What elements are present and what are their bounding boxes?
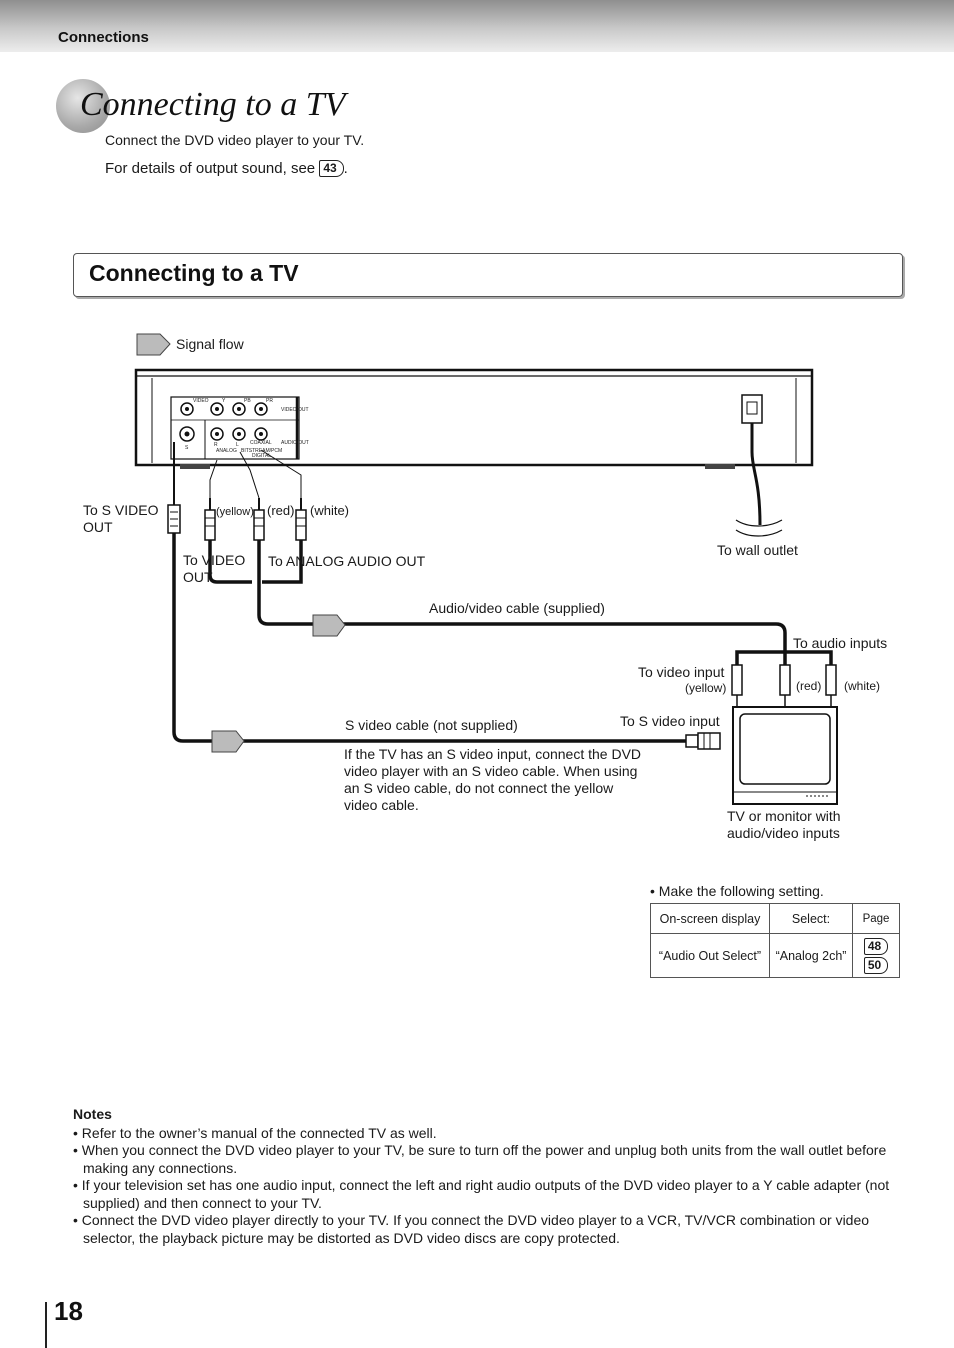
page-number-rule: [45, 1302, 47, 1348]
s-video-note: If the TV has an S video input, connect the DVD video player with an S video cable. When using an S video cable, do not connect the yellow video cable.: [344, 746, 642, 813]
panel-label-coaxial: COAXIAL: [250, 440, 272, 446]
to-video-out-label: To VIDEO OUT: [183, 552, 246, 585]
red-label: (red): [267, 503, 295, 518]
panel-label-pr: PR: [266, 398, 273, 404]
av-cable-signal-arrow-icon: [313, 615, 345, 636]
setting-instruction-text: Make the following setting.: [658, 883, 824, 899]
subheading: Connecting to a TV: [89, 260, 299, 286]
white-label: (white): [310, 503, 350, 518]
panel-label-video-out: VIDEO OUT: [281, 407, 309, 413]
s-video-input-plug-icon: [686, 733, 720, 749]
notes-list: [73, 1125, 903, 1248]
page-reference-48[interactable]: 48: [864, 938, 888, 955]
s-video-cable: [174, 533, 686, 741]
panel-label-video: VIDEO: [193, 398, 209, 404]
s-video-cable-label: S video cable (not supplied): [345, 717, 518, 733]
to-video-input-label: To video input: [638, 664, 725, 680]
page-title: Connecting to a TV: [80, 86, 346, 123]
table-header-cell: Page: [853, 904, 900, 934]
settings-table: [650, 903, 900, 978]
panel-label-y: Y: [222, 398, 226, 404]
to-audio-inputs-label: To audio inputs: [793, 635, 888, 651]
audio-input-white-label: (white): [844, 679, 881, 693]
panel-label-r: R: [214, 442, 218, 448]
panel-label-digital: DIGITAL: [252, 453, 272, 459]
section-label: Connections: [58, 29, 149, 46]
to-s-video-input-label: To S video input: [620, 713, 720, 729]
dvd-player-rear-panel: [136, 370, 812, 469]
intro-text: Connect the DVD video player to your TV.: [105, 132, 365, 148]
intro-output-sound-text: For details of output sound, see: [105, 160, 316, 177]
notes-title: Notes: [73, 1106, 112, 1122]
yellow-label: (yellow): [216, 506, 254, 518]
table-cell-display: “Audio Out Select”: [651, 934, 770, 978]
table-header-cell: On-screen display: [651, 904, 770, 934]
panel-label-s: S: [185, 445, 189, 451]
table-cell-pages: [853, 934, 900, 978]
page-reference-43[interactable]: 43: [319, 160, 343, 177]
list-item: • When you connect the DVD video player to your TV, be sure to turn off the power and unplug both units from the wall outlet before making any connections.: [73, 1142, 903, 1177]
av-cable-label: Audio/video cable (supplied): [429, 600, 605, 616]
audio-plug-white-icon: [296, 498, 306, 540]
list-item: • Connect the DVD video player directly to your TV. If you connect the DVD video player to a VCR, TV/VCR combination or video selector, the playback picture may be distorted as DVD video discs are copy protected.: [73, 1212, 903, 1247]
to-analog-audio-out-label: To ANALOG AUDIO OUT: [268, 553, 426, 569]
list-item: • If your television set has one audio input, connect the left and right audio outputs of the DVD video player to a Y cable adapter (not supplied) and then connect to your TV.: [73, 1177, 903, 1212]
tv-monitor-icon: [733, 707, 837, 804]
setting-instruction: • Make the following setting.: [650, 883, 824, 899]
s-video-cable-signal-arrow-icon: [212, 731, 244, 752]
video-input-yellow-label: (yellow): [685, 681, 727, 695]
panel-label-bitstream: BITSTREAM/PCM: [241, 448, 283, 454]
intro-output-sound: [105, 160, 348, 177]
tv-monitor-label: TV or monitor with audio/video inputs: [727, 808, 841, 841]
to-wall-outlet-label: To wall outlet: [717, 542, 798, 558]
page-number: 18: [54, 1296, 83, 1326]
panel-label-audio-out: AUDIO OUT: [281, 440, 309, 446]
signal-flow-label: Signal flow: [176, 336, 244, 352]
table-header-row: [651, 904, 900, 934]
panel-label-analog: ANALOG: [216, 448, 237, 454]
notes-section: [73, 1106, 903, 1247]
table-row: [651, 934, 900, 978]
intro-period: .: [343, 160, 348, 177]
panel-label-l: L: [236, 442, 239, 448]
table-header-cell: Select:: [770, 904, 853, 934]
audio-input-red-label: (red): [796, 679, 822, 693]
audio-plug-red-icon: [254, 498, 264, 540]
list-item: • Refer to the owner’s manual of the connected TV as well.: [73, 1125, 903, 1143]
video-plug-yellow-icon: [205, 498, 215, 540]
table-cell-select: “Analog 2ch”: [770, 934, 853, 978]
panel-label-pb: PB: [244, 398, 251, 404]
signal-flow-arrow-icon: [137, 334, 170, 355]
page-reference-50[interactable]: 50: [864, 957, 888, 974]
to-s-video-out-label: To S VIDEO OUT: [83, 502, 159, 535]
